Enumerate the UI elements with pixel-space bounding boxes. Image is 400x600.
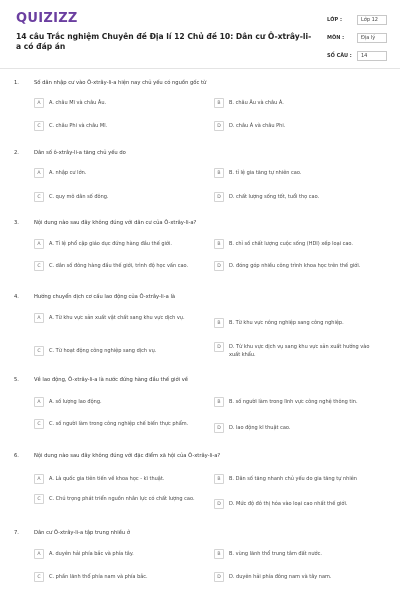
answer-option-b[interactable]: [214, 169, 384, 178]
option-letter-box: C: [34, 346, 44, 356]
answer-option-c[interactable]: [34, 347, 204, 356]
question-number: 1.: [14, 80, 19, 86]
option-text: C. phần lãnh thổ phía nam và phía bắc.: [49, 574, 148, 580]
option-text: A. số lượng lao động.: [49, 399, 102, 405]
document-header: [0, 0, 400, 68]
option-text: B. châu Âu và châu Á.: [229, 100, 284, 106]
option-text: B. số người làm trong lĩnh vực công nghệ thông tin.: [229, 399, 358, 405]
answer-option-c[interactable]: [34, 495, 204, 504]
quizizz-logo: QUIZIZZ: [16, 11, 78, 26]
answer-option-b[interactable]: [214, 99, 384, 108]
question-text: Về lao động, Ô-xtrây-li-a là nước đứng hàng đầu thế giới về: [34, 377, 188, 383]
meta-value-class: Lớp 12: [357, 15, 387, 25]
answer-option-c[interactable]: [34, 122, 204, 131]
option-letter-box: D: [214, 192, 224, 202]
option-letter-box: B: [214, 474, 224, 484]
question-number: 2.: [14, 150, 19, 156]
answer-option-a[interactable]: [34, 169, 204, 178]
option-text: A. duyên hải phía bắc và phía tây.: [49, 551, 134, 557]
option-letter-box: B: [214, 239, 224, 249]
option-letter-box: B: [214, 397, 224, 407]
answer-option-b[interactable]: [214, 475, 384, 484]
answer-option-a[interactable]: [34, 398, 204, 407]
question-text: Nội dung nào sau đây không đúng với đặc điểm xã hội của Ô-xtrây-li-a?: [34, 453, 221, 459]
option-letter-box: A: [34, 168, 44, 178]
question-number: 3.: [14, 220, 19, 226]
answer-option-d[interactable]: [214, 343, 384, 359]
question-number: 5.: [14, 377, 19, 383]
option-text: A. Từ khu vực sản xuất vật chất sang khu vực dịch vụ.: [49, 315, 185, 321]
option-text: B. tỉ lệ gia tăng tự nhiên cao.: [229, 170, 302, 176]
answer-option-b[interactable]: [214, 319, 384, 328]
question-text: Dân cư Ô-xtrây-li-a tập trung nhiều ở: [34, 530, 131, 536]
answer-option-c[interactable]: [34, 420, 204, 429]
answer-option-a[interactable]: [34, 240, 204, 249]
option-letter-box: A: [34, 313, 44, 323]
option-text: A. nhập cư lớn.: [49, 170, 87, 176]
option-letter-box: C: [34, 494, 44, 504]
meta-row-subject: [327, 30, 387, 45]
answer-option-a[interactable]: [34, 99, 204, 108]
option-text: D. chất lượng sống tốt, tuổi thọ cao.: [229, 194, 320, 200]
option-text: B. Từ khu vực nông nghiệp sang công nghiệp.: [229, 320, 344, 326]
option-text: B. Dân số tăng nhanh chủ yếu do gia tăng tự nhiên: [229, 476, 357, 482]
option-letter-box: C: [34, 572, 44, 582]
option-text: C. châu Phi và châu Mĩ.: [49, 123, 108, 129]
document-title: 14 câu Trắc nghiệm Chuyên đề Địa lí 12 Chủ đề 10: Dân cư Ô-xtrây-li-a có đáp án: [16, 32, 312, 51]
answer-option-c[interactable]: [34, 193, 204, 202]
option-letter-box: A: [34, 397, 44, 407]
option-text: D. duyên hải phía đông nam và tây nam.: [229, 574, 332, 580]
option-letter-box: B: [214, 318, 224, 328]
option-letter-box: C: [34, 419, 44, 429]
option-text: B. vùng lãnh thổ trung tâm đất nước.: [229, 551, 322, 557]
answer-option-a[interactable]: [34, 475, 204, 484]
answer-option-b[interactable]: [214, 550, 384, 559]
option-text: D. đóng góp nhiều công trình khoa học trên thế giới.: [229, 263, 361, 269]
option-text: A. Tỉ lệ phổ cập giáo dục đứng hàng đầu thế giới.: [49, 241, 172, 247]
question-number: 7.: [14, 530, 19, 536]
option-text: C. dân số đông hàng đầu thế giới, trình độ học vấn cao.: [49, 263, 189, 269]
answer-option-d[interactable]: [214, 500, 384, 509]
option-text: A. châu Mĩ và châu Âu.: [49, 100, 107, 106]
option-text: C. số người làm trong công nghiệp chế biến thực phẩm.: [49, 421, 189, 427]
answer-option-d[interactable]: [214, 193, 384, 202]
question-number: 4.: [14, 294, 19, 300]
option-letter-box: D: [214, 121, 224, 131]
option-text: B. chỉ số chất lượng cuộc sống (HDI) xếp loại cao.: [229, 241, 353, 247]
option-text: C. quy mô dân số đông.: [49, 194, 109, 200]
meta-label-subject: MÔN :: [327, 34, 345, 41]
option-letter-box: A: [34, 549, 44, 559]
header-divider: [0, 68, 400, 69]
question-text: Nội dung nào sau đây không đúng với dân cư của Ô-xtrây-li-a?: [34, 220, 197, 226]
answer-option-d[interactable]: [214, 573, 384, 582]
answer-option-b[interactable]: [214, 240, 384, 249]
option-letter-box: A: [34, 98, 44, 108]
meta-box: [327, 12, 387, 66]
option-text: D. lao động kĩ thuật cao.: [229, 425, 291, 431]
meta-row-class: [327, 12, 387, 27]
option-letter-box: B: [214, 549, 224, 559]
answer-option-a[interactable]: [34, 550, 204, 559]
option-text: A. Là quốc gia tiên tiến về khoa học - kĩ thuật.: [49, 476, 165, 482]
question-number: 6.: [14, 453, 19, 459]
option-letter-box: D: [214, 423, 224, 433]
meta-row-count: [327, 48, 387, 63]
question-text: Dân số ô-xtrây-li-a tăng chủ yếu do: [34, 150, 126, 156]
answer-option-b[interactable]: [214, 398, 384, 407]
option-letter-box: C: [34, 261, 44, 271]
meta-label-class: LỚP :: [327, 16, 342, 23]
option-letter-box: D: [214, 499, 224, 509]
meta-value-subject: Địa lý: [357, 33, 387, 43]
option-text: D. Mức độ đô thị hóa vào loại cao nhất thế giới.: [229, 501, 348, 507]
answer-option-c[interactable]: [34, 262, 204, 271]
option-text: D. châu Á và châu Phi.: [229, 123, 286, 129]
option-letter-box: A: [34, 239, 44, 249]
option-letter-box: A: [34, 474, 44, 484]
meta-value-count: 14: [357, 51, 387, 61]
answer-option-d[interactable]: [214, 424, 384, 433]
option-text: C. Chú trọng phát triển nguồn nhân lực có chất lượng cao.: [49, 496, 195, 502]
option-letter-box: C: [34, 121, 44, 131]
option-letter-box: D: [214, 572, 224, 582]
question-text: Hướng chuyển dịch cơ cấu lao động của Ô-xtrây-li-a là: [34, 294, 176, 300]
option-letter-box: B: [214, 98, 224, 108]
option-text: C. Từ hoạt động công nghiệp sang dịch vụ.: [49, 348, 157, 354]
answer-option-d[interactable]: [214, 122, 384, 131]
option-letter-box: C: [34, 192, 44, 202]
question-text: Số dân nhập cư vào Ô-xtrây-li-a hiện nay chủ yếu có nguồn gốc từ: [34, 80, 207, 86]
option-text: D. Từ khu vực dịch vụ sang khu vực sản xuất hướng vào xuất khẩu.: [229, 344, 370, 358]
option-letter-box: D: [214, 342, 224, 352]
meta-label-count: SỐ CÂU :: [327, 52, 352, 59]
option-letter-box: B: [214, 168, 224, 178]
option-letter-box: D: [214, 261, 224, 271]
answer-option-a[interactable]: [34, 314, 204, 323]
answer-option-d[interactable]: [214, 262, 384, 271]
answer-option-c[interactable]: [34, 573, 204, 582]
